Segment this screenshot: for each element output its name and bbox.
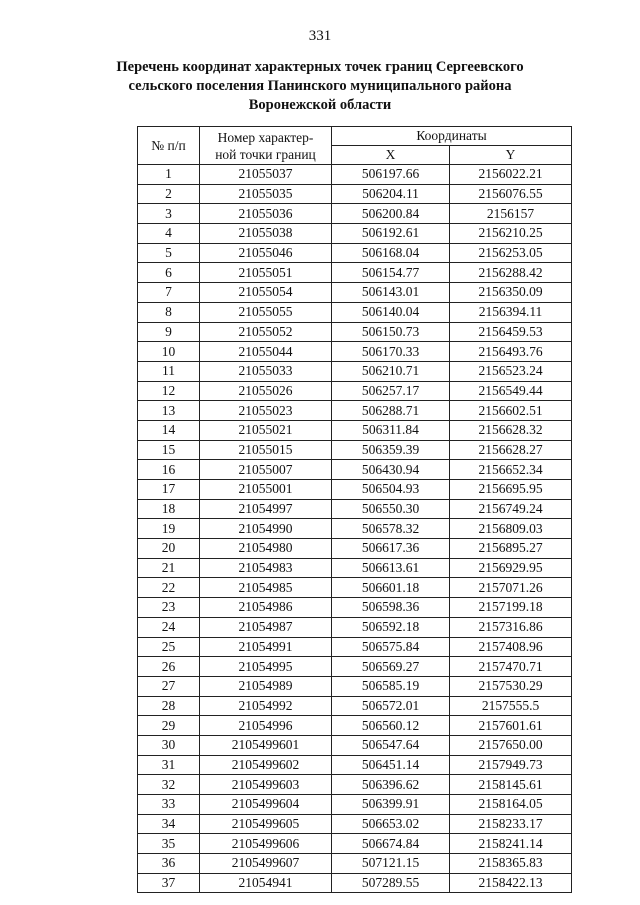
cell-x: 506150.73 <box>332 322 450 342</box>
table-row <box>138 499 572 519</box>
cell-row-number: 13 <box>138 401 200 421</box>
cell-point-number: 21054990 <box>200 519 332 539</box>
cell-y: 2157199.18 <box>450 598 572 618</box>
cell-x: 506288.71 <box>332 401 450 421</box>
cell-point-number: 21055036 <box>200 204 332 224</box>
cell-y: 2156809.03 <box>450 519 572 539</box>
cell-row-number: 32 <box>138 775 200 795</box>
cell-y: 2156523.24 <box>450 361 572 381</box>
cell-y: 2158233.17 <box>450 814 572 834</box>
cell-y: 2158241.14 <box>450 834 572 854</box>
cell-point-number: 2105499602 <box>200 755 332 775</box>
header-point-line: ной точки границ <box>215 146 316 162</box>
table-row <box>138 598 572 618</box>
cell-point-number: 21054991 <box>200 637 332 657</box>
cell-x: 507289.55 <box>332 873 450 893</box>
cell-row-number: 3 <box>138 204 200 224</box>
table-row <box>138 420 572 440</box>
cell-y: 2156459.53 <box>450 322 572 342</box>
cell-row-number: 9 <box>138 322 200 342</box>
cell-x: 506430.94 <box>332 460 450 480</box>
cell-point-number: 2105499607 <box>200 854 332 874</box>
cell-row-number: 5 <box>138 243 200 263</box>
table-row <box>138 342 572 362</box>
table-row <box>138 854 572 874</box>
cell-y: 2156628.32 <box>450 420 572 440</box>
cell-row-number: 26 <box>138 657 200 677</box>
cell-y: 2156749.24 <box>450 499 572 519</box>
cell-point-number: 21054985 <box>200 578 332 598</box>
table-row <box>138 165 572 185</box>
cell-row-number: 1 <box>138 165 200 185</box>
header-y: Y <box>450 146 572 165</box>
cell-x: 506592.18 <box>332 617 450 637</box>
cell-y: 2158145.61 <box>450 775 572 795</box>
cell-x: 506547.64 <box>332 735 450 755</box>
cell-y: 2157650.00 <box>450 735 572 755</box>
table-row <box>138 578 572 598</box>
cell-y: 2156022.21 <box>450 165 572 185</box>
cell-row-number: 16 <box>138 460 200 480</box>
cell-point-number: 21055044 <box>200 342 332 362</box>
table-row <box>138 558 572 578</box>
cell-x: 506550.30 <box>332 499 450 519</box>
header-coordinates: Координаты <box>332 127 572 146</box>
table-row <box>138 834 572 854</box>
cell-y: 2156157 <box>450 204 572 224</box>
cell-y: 2156253.05 <box>450 243 572 263</box>
cell-row-number: 30 <box>138 735 200 755</box>
table-row <box>138 283 572 303</box>
cell-y: 2157530.29 <box>450 676 572 696</box>
table-row <box>138 302 572 322</box>
cell-row-number: 31 <box>138 755 200 775</box>
table-row <box>138 814 572 834</box>
table-row <box>138 243 572 263</box>
cell-row-number: 10 <box>138 342 200 362</box>
table-row <box>138 322 572 342</box>
cell-y: 2156602.51 <box>450 401 572 421</box>
cell-row-number: 19 <box>138 519 200 539</box>
table-row <box>138 440 572 460</box>
cell-point-number: 21054989 <box>200 676 332 696</box>
cell-x: 506140.04 <box>332 302 450 322</box>
cell-y: 2156493.76 <box>450 342 572 362</box>
cell-row-number: 33 <box>138 795 200 815</box>
cell-point-number: 2105499605 <box>200 814 332 834</box>
cell-x: 506674.84 <box>332 834 450 854</box>
cell-point-number: 2105499604 <box>200 795 332 815</box>
cell-y: 2157470.71 <box>450 657 572 677</box>
cell-row-number: 21 <box>138 558 200 578</box>
table-row <box>138 637 572 657</box>
cell-y: 2156350.09 <box>450 283 572 303</box>
cell-x: 506200.84 <box>332 204 450 224</box>
cell-y: 2158422.13 <box>450 873 572 893</box>
cell-row-number: 2 <box>138 184 200 204</box>
cell-point-number: 21055015 <box>200 440 332 460</box>
cell-row-number: 15 <box>138 440 200 460</box>
table-row <box>138 755 572 775</box>
document-title <box>90 58 550 115</box>
cell-row-number: 17 <box>138 480 200 500</box>
table-row <box>138 539 572 559</box>
cell-y: 2156652.34 <box>450 460 572 480</box>
cell-point-number: 21055007 <box>200 460 332 480</box>
title-line: Перечень координат характерных точек границ Сергеевского <box>116 59 524 75</box>
cell-x: 506396.62 <box>332 775 450 795</box>
cell-point-number: 21055051 <box>200 263 332 283</box>
table-row <box>138 184 572 204</box>
cell-point-number: 21054995 <box>200 657 332 677</box>
cell-row-number: 36 <box>138 854 200 874</box>
cell-point-number: 21055021 <box>200 420 332 440</box>
cell-x: 506204.11 <box>332 184 450 204</box>
cell-point-number: 21054987 <box>200 617 332 637</box>
cell-x: 506504.93 <box>332 480 450 500</box>
cell-point-number: 21055046 <box>200 243 332 263</box>
cell-x: 506210.71 <box>332 361 450 381</box>
cell-point-number: 21055052 <box>200 322 332 342</box>
cell-point-number: 21054941 <box>200 873 332 893</box>
cell-row-number: 8 <box>138 302 200 322</box>
header-x: X <box>332 146 450 165</box>
cell-x: 506143.01 <box>332 283 450 303</box>
cell-y: 2157316.86 <box>450 617 572 637</box>
table-row <box>138 696 572 716</box>
cell-point-number: 21055038 <box>200 224 332 244</box>
table-body <box>138 165 572 893</box>
cell-x: 506653.02 <box>332 814 450 834</box>
cell-y: 2156895.27 <box>450 539 572 559</box>
cell-point-number: 2105499606 <box>200 834 332 854</box>
cell-row-number: 24 <box>138 617 200 637</box>
cell-row-number: 14 <box>138 420 200 440</box>
cell-point-number: 21055001 <box>200 480 332 500</box>
cell-x: 506569.27 <box>332 657 450 677</box>
coordinates-table <box>137 126 572 893</box>
cell-x: 506560.12 <box>332 716 450 736</box>
cell-x: 506257.17 <box>332 381 450 401</box>
cell-x: 506572.01 <box>332 696 450 716</box>
cell-x: 506585.19 <box>332 676 450 696</box>
cell-row-number: 34 <box>138 814 200 834</box>
title-line: сельского поселения Панинского муниципального района <box>128 78 512 94</box>
cell-x: 506197.66 <box>332 165 450 185</box>
table-row <box>138 617 572 637</box>
table-row <box>138 361 572 381</box>
cell-row-number: 20 <box>138 539 200 559</box>
cell-x: 506617.36 <box>332 539 450 559</box>
cell-row-number: 28 <box>138 696 200 716</box>
cell-point-number: 21055037 <box>200 165 332 185</box>
cell-row-number: 4 <box>138 224 200 244</box>
table-row <box>138 204 572 224</box>
cell-row-number: 11 <box>138 361 200 381</box>
cell-point-number: 2105499601 <box>200 735 332 755</box>
table-row <box>138 873 572 893</box>
cell-point-number: 21055033 <box>200 361 332 381</box>
cell-point-number: 21055023 <box>200 401 332 421</box>
cell-x: 506575.84 <box>332 637 450 657</box>
cell-y: 2156210.25 <box>450 224 572 244</box>
table-row <box>138 263 572 283</box>
cell-row-number: 27 <box>138 676 200 696</box>
cell-x: 506613.61 <box>332 558 450 578</box>
cell-point-number: 21055054 <box>200 283 332 303</box>
cell-point-number: 21055055 <box>200 302 332 322</box>
cell-y: 2158365.83 <box>450 854 572 874</box>
cell-x: 506192.61 <box>332 224 450 244</box>
cell-x: 506601.18 <box>332 578 450 598</box>
cell-x: 506359.39 <box>332 440 450 460</box>
cell-row-number: 23 <box>138 598 200 618</box>
title-line: Воронежской области <box>248 97 392 113</box>
table-row <box>138 460 572 480</box>
table-row <box>138 657 572 677</box>
cell-point-number: 21054997 <box>200 499 332 519</box>
cell-point-number: 21054986 <box>200 598 332 618</box>
cell-x: 506598.36 <box>332 598 450 618</box>
cell-y: 2156628.27 <box>450 440 572 460</box>
cell-row-number: 35 <box>138 834 200 854</box>
cell-point-number: 21054983 <box>200 558 332 578</box>
cell-point-number: 21054996 <box>200 716 332 736</box>
cell-x: 506451.14 <box>332 755 450 775</box>
table-row <box>138 676 572 696</box>
cell-y: 2157949.73 <box>450 755 572 775</box>
cell-x: 507121.15 <box>332 854 450 874</box>
cell-y: 2157601.61 <box>450 716 572 736</box>
cell-row-number: 7 <box>138 283 200 303</box>
cell-y: 2156549.44 <box>450 381 572 401</box>
table-row <box>138 401 572 421</box>
cell-row-number: 6 <box>138 263 200 283</box>
cell-row-number: 25 <box>138 637 200 657</box>
cell-x: 506399.91 <box>332 795 450 815</box>
table-row <box>138 519 572 539</box>
cell-point-number: 21055035 <box>200 184 332 204</box>
cell-y: 2156929.95 <box>450 558 572 578</box>
cell-y: 2156394.11 <box>450 302 572 322</box>
table-row <box>138 775 572 795</box>
header-point-line: Номер характер- <box>217 129 314 145</box>
table-row <box>138 480 572 500</box>
cell-point-number: 21055026 <box>200 381 332 401</box>
cell-row-number: 29 <box>138 716 200 736</box>
cell-x: 506311.84 <box>332 420 450 440</box>
header-row-number: № п/п <box>138 127 200 165</box>
cell-x: 506154.77 <box>332 263 450 283</box>
cell-point-number: 21054980 <box>200 539 332 559</box>
table-row <box>138 795 572 815</box>
cell-y: 2156288.42 <box>450 263 572 283</box>
cell-y: 2156695.95 <box>450 480 572 500</box>
cell-y: 2157408.96 <box>450 637 572 657</box>
cell-x: 506170.33 <box>332 342 450 362</box>
cell-point-number: 2105499603 <box>200 775 332 795</box>
cell-x: 506168.04 <box>332 243 450 263</box>
cell-x: 506578.32 <box>332 519 450 539</box>
header-point-number <box>200 127 332 165</box>
cell-y: 2158164.05 <box>450 795 572 815</box>
cell-row-number: 22 <box>138 578 200 598</box>
cell-row-number: 18 <box>138 499 200 519</box>
page-number: 331 <box>308 28 332 44</box>
cell-point-number: 21054992 <box>200 696 332 716</box>
table-row <box>138 224 572 244</box>
cell-y: 2157071.26 <box>450 578 572 598</box>
table-row <box>138 735 572 755</box>
cell-y: 2156076.55 <box>450 184 572 204</box>
table-row <box>138 716 572 736</box>
cell-row-number: 37 <box>138 873 200 893</box>
table-row <box>138 381 572 401</box>
cell-y: 2157555.5 <box>450 696 572 716</box>
cell-row-number: 12 <box>138 381 200 401</box>
